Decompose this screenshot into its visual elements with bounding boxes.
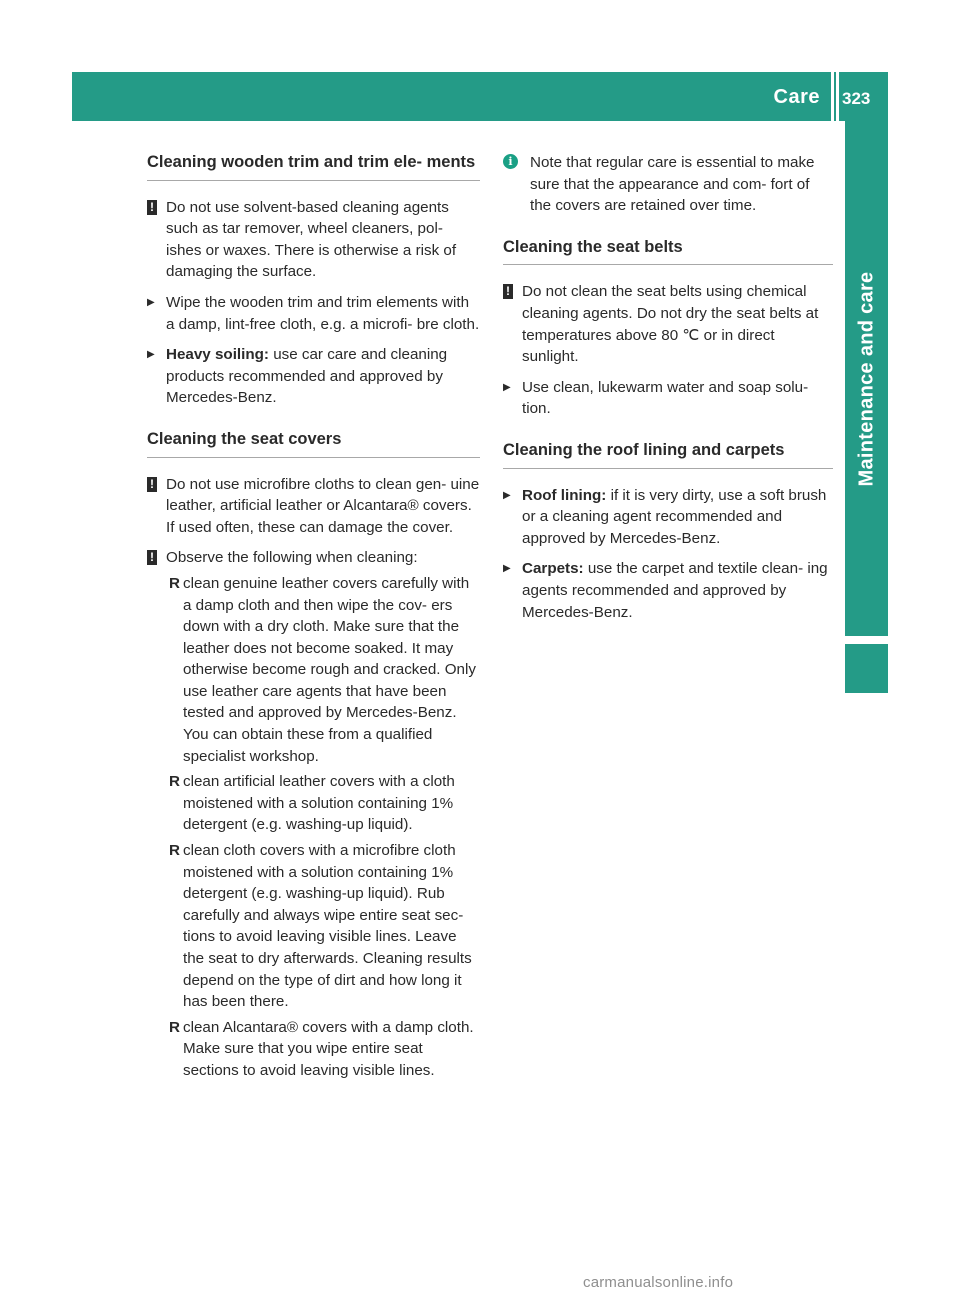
watermark-text: carmanualsonline.info bbox=[583, 1274, 734, 1291]
warning-icon: ! bbox=[147, 477, 157, 492]
instruction-step bbox=[147, 292, 480, 335]
warning-text: Observe the following when cleaning: bbox=[166, 549, 418, 567]
side-tab bbox=[845, 121, 888, 636]
step-text: use car care and cleaning products recommended and approved by Mercedes-Benz. bbox=[166, 346, 448, 407]
step-arrow-icon bbox=[147, 292, 155, 314]
info-text: Note that regular care is essential to make sure that the appearance and com- fort of the covers are retained over time. bbox=[530, 154, 815, 215]
info-note bbox=[503, 152, 833, 217]
header-bar bbox=[72, 72, 888, 121]
list-item bbox=[166, 771, 480, 836]
header-separator bbox=[836, 72, 839, 121]
step-bold-label: Heavy soiling: bbox=[166, 346, 269, 364]
list-item bbox=[166, 573, 480, 767]
left-column bbox=[147, 152, 480, 1082]
warning-text: Do not use microfibre cloths to clean gen- uine leather, artificial leather or Alcantara® covers. If used often, these can damage the cover. bbox=[166, 475, 480, 536]
warning-icon: ! bbox=[147, 200, 157, 215]
info-icon: i bbox=[503, 154, 518, 169]
instruction-step bbox=[503, 485, 833, 550]
step-text: use the carpet and textile clean- ing agents recommended and approved by Mercedes-Benz. bbox=[522, 560, 828, 621]
side-tab-label: Maintenance and care bbox=[855, 271, 877, 486]
list-item-text: clean cloth covers with a microfibre cloth moistened with a solution containing 1% detergent (e.g. washing-up liquid). Rub carefully and always wipe entire seat sec- tions to avoid leaving visible lines. Leave the seat to dry afterwards. Cleaning results depend on the type of dirt and how long it has been there. bbox=[183, 842, 472, 1011]
section-title-wooden-trim: Cleaning wooden trim and trim ele- ments bbox=[147, 152, 480, 181]
right-column bbox=[503, 152, 833, 623]
warning-note bbox=[503, 281, 833, 367]
section-title-seat-covers: Cleaning the seat covers bbox=[147, 429, 480, 458]
side-tab-marker bbox=[845, 644, 888, 693]
warning-text: Do not use solvent-based cleaning agents such as tar remover, wheel cleaners, pol- ishes or waxes. There is otherwise a risk of damaging the surface. bbox=[166, 198, 457, 281]
list-item-text: clean artificial leather covers with a cloth moistened with a solution containing 1% detergent (e.g. washing-up liquid). bbox=[183, 773, 455, 834]
section-title-roof-lining: Cleaning the roof lining and carpets bbox=[503, 440, 833, 469]
warning-note bbox=[147, 474, 480, 539]
list-item-text: clean Alcantara® covers with a damp cloth. Make sure that you wipe entire seat sections to avoid leaving visible lines. bbox=[183, 1018, 474, 1079]
bullet-list bbox=[147, 573, 480, 1082]
bullet-icon: R bbox=[169, 773, 180, 791]
header-separator bbox=[831, 72, 834, 121]
section-title-seat-belts: Cleaning the seat belts bbox=[503, 237, 833, 266]
page-number: 323 bbox=[842, 89, 871, 108]
step-arrow-icon bbox=[503, 558, 511, 580]
step-arrow-icon bbox=[503, 377, 511, 399]
bullet-icon: R bbox=[169, 574, 180, 592]
list-item-text: clean genuine leather covers carefully with a damp cloth and then wipe the cov- ers down with a dry cloth. Make sure that the leather does not become soaked. It may otherwise become rough and cracked. Only use leather care agents that have been tested and approved by Mercedes-Benz. You can obtain these from a qualified specialist workshop. bbox=[183, 574, 476, 765]
step-arrow-icon bbox=[147, 344, 155, 366]
step-text: if it is very dirty, use a soft brush or a cleaning agent recommended and approved by Mercedes-Benz. bbox=[522, 486, 827, 547]
bullet-icon: R bbox=[169, 1018, 180, 1036]
bullet-icon: R bbox=[169, 842, 180, 860]
step-arrow-icon bbox=[503, 485, 511, 507]
list-item bbox=[166, 840, 480, 1013]
step-bold-label: Roof lining: bbox=[522, 486, 607, 504]
step-text: Use clean, lukewarm water and soap solu- tion. bbox=[522, 378, 809, 418]
step-text: Wipe the wooden trim and trim elements with a damp, lint-free cloth, e.g. a microfi- bre cloth. bbox=[166, 293, 480, 333]
warning-icon: ! bbox=[503, 284, 513, 299]
instruction-step bbox=[147, 344, 480, 409]
warning-icon: ! bbox=[147, 550, 157, 565]
warning-text: Do not clean the seat belts using chemical cleaning agents. Do not dry the seat belts at temperatures above 80 ℃ or in direct sunlight. bbox=[522, 283, 819, 366]
warning-note bbox=[147, 547, 480, 569]
list-item bbox=[166, 1017, 480, 1082]
instruction-step bbox=[503, 558, 833, 623]
warning-note bbox=[147, 197, 480, 283]
instruction-step bbox=[503, 377, 833, 420]
header-section-title: Care bbox=[773, 86, 820, 108]
step-bold-label: Carpets: bbox=[522, 560, 584, 578]
